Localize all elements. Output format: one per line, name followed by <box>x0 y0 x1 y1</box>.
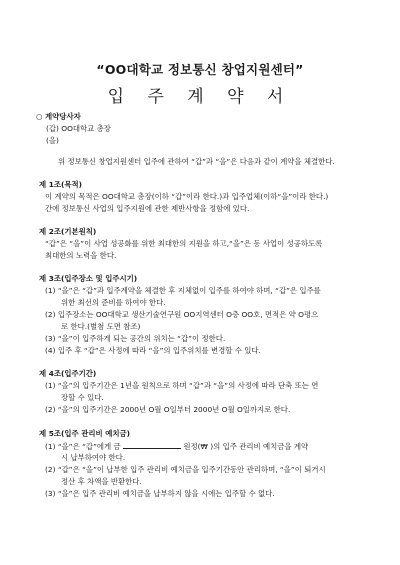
article5-item1-line2: 시 납부하여야 한다. <box>61 453 126 462</box>
article4-item1-line2: 장할 수 있다. <box>61 393 104 402</box>
article4-item2: (2) “을”의 입주기간은 2000년 O월 O일부터 2000년 O월 O일까지로 한다. <box>45 405 291 414</box>
article5-item2-line2: 정산 후 차액을 반환한다. <box>61 477 142 486</box>
article1-heading: 제 1조(목적) <box>39 180 83 189</box>
article1-line1: 이 계약의 목적은 OO대학교 총장(이하 “갑”이라 한다.)과 입주업체(이하“을”이라 한다.) <box>45 192 329 201</box>
article3-item2-line2: 로 한다.(별첨 도면 참조) <box>61 322 141 331</box>
article5-item1-suffix: 원정(₩ )의 입주 관리비 예치금을 계약 <box>183 442 309 451</box>
article3-item2-line1: (2) 입주장소는 OO대학교 생산기술연구원 OO지역센터 O층 OO호, 면적은 약 O평으 <box>45 310 319 319</box>
article3-item1-line1: (1) “을”은 “갑”과 입주계약을 체결한 후 지체없이 입주를 하여야 하며, “갑”은 입주를 <box>45 286 321 295</box>
party-gap: (갑) OO대학교 총장 <box>46 124 111 133</box>
party-eul: (을) <box>46 136 59 145</box>
article3-heading: 제 3조(입주장소 및 입주시기) <box>39 274 138 283</box>
article5-item3: (3) “을”은 입주 관리비 예치금을 납부하지 않을 시에는 입주할 수 없다. <box>45 489 275 498</box>
amount-blank-line <box>123 441 181 449</box>
article3-item1-line2: 위한 최선의 준비를 하여야 한다. <box>61 298 166 307</box>
article5-item1-prefix: (1) “을”은 “갑”에게 금 <box>45 442 121 451</box>
article2-line1: “갑”은 “을”이 사업 성공화를 위한 최대한의 지원을 하고,“을”은 동 사업이 성공하도록 <box>45 239 323 248</box>
article4-item1-line1: (1) “을”의 입주기간은 1년을 원칙으로 하며 “갑”과 “을”의 사정에 따라 단축 또는 연 <box>45 381 319 390</box>
article1-line2: 간에 정보통신 사업의 입주지원에 관한 제반사항을 정함에 있다. <box>45 204 250 213</box>
article5-heading: 제 5조(입주 관리비 예치금) <box>39 429 131 438</box>
parties-heading: ○ 계약당사자 <box>36 112 81 121</box>
article3-item4: (4) 입주 후 “갑”은 사정에 따라 “을”의 입주위치를 변경할 수 있다. <box>45 346 261 355</box>
article4-heading: 제 4조(입주기간) <box>39 369 97 378</box>
article5-item1-line1 <box>45 441 308 452</box>
article2-line2: 최대한의 노력을 한다. <box>45 251 117 260</box>
article2-heading: 제 2조(기본원칙) <box>39 227 97 236</box>
center-name-title: “OO대학교 정보통신 창업지원센터” <box>96 62 304 77</box>
contract-title: 입 주 계 약 서 <box>107 87 293 107</box>
article5-item2-line1: (2) “갑”은 “을”이 납부한 입주 관리비 예치금을 입주기간동안 관리하며, “을”이 퇴거시 <box>45 465 326 474</box>
intro-text: 위 정보통신 창업지원센터 입주에 관하여 “갑”과 “을”은 다음과 같이 계약을 체결한다. <box>58 157 335 166</box>
article3-item3: (3) “을”이 입주하게 되는 공간의 위치는 “갑”이 정한다. <box>45 334 226 343</box>
